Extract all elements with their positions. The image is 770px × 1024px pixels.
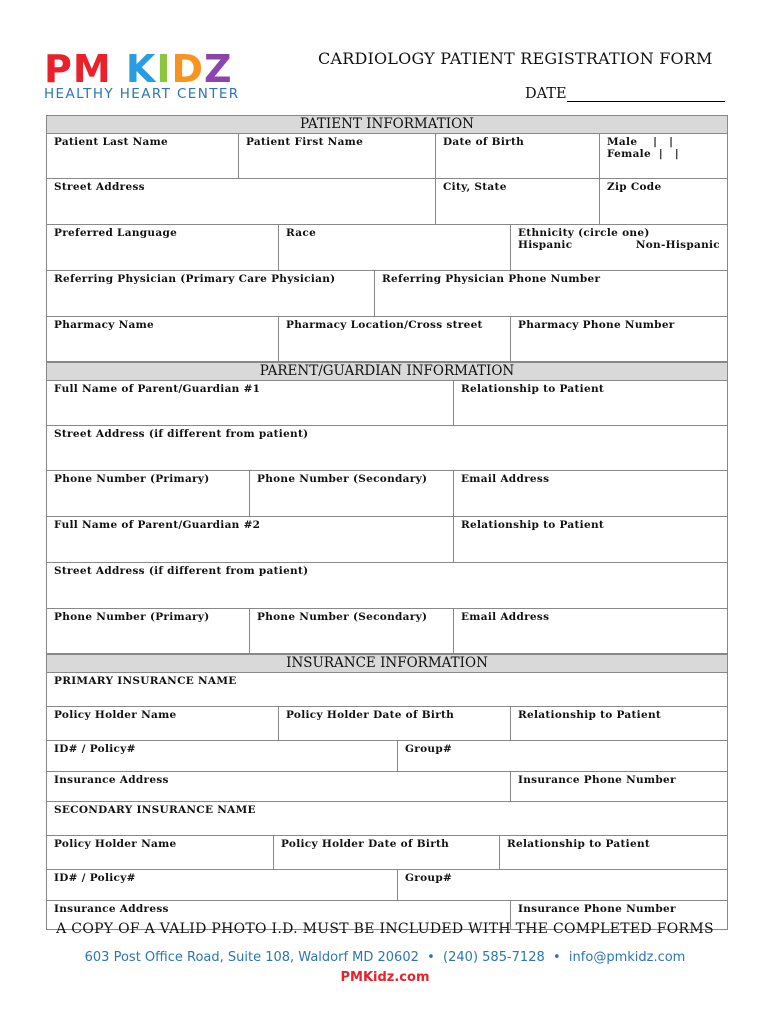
pharmacy-phone-field[interactable]: Pharmacy Phone Number	[518, 319, 675, 331]
date-label: DATE	[525, 86, 567, 102]
secondary-id-policy-field[interactable]: ID# / Policy#	[47, 870, 398, 900]
primary-insurance-phone-field[interactable]: Insurance Phone Number	[518, 774, 676, 786]
guardian1-relationship-field[interactable]: Relationship to Patient	[461, 383, 605, 395]
primary-insurance-address-field[interactable]: Insurance Address	[47, 772, 511, 801]
date-of-birth-field[interactable]: Date of Birth	[436, 134, 600, 178]
gender-field[interactable]	[600, 134, 727, 178]
guardian2-email-field[interactable]: Email Address	[461, 611, 550, 623]
date-field[interactable]	[525, 86, 725, 102]
referring-physician-field[interactable]: Referring Physician (Primary Care Physician)	[47, 271, 375, 316]
section-guardian-information: PARENT/GUARDIAN INFORMATION	[47, 362, 727, 381]
ethnicity-label: Ethnicity (circle one)	[518, 227, 650, 239]
guardian2-relationship-field[interactable]: Relationship to Patient	[461, 519, 605, 531]
patient-first-name-field[interactable]: Patient First Name	[239, 134, 436, 178]
zip-code-field[interactable]: Zip Code	[607, 181, 662, 193]
guardian2-phone-primary-field[interactable]: Phone Number (Primary)	[47, 609, 250, 653]
secondary-relationship-field[interactable]: Relationship to Patient	[507, 838, 651, 850]
ethnicity-field[interactable]	[511, 225, 727, 270]
referring-physician-phone-field[interactable]: Referring Physician Phone Number	[382, 273, 601, 285]
guardian2-phone-secondary-field[interactable]: Phone Number (Secondary)	[250, 609, 454, 653]
primary-group-field[interactable]: Group#	[405, 743, 453, 755]
race-field[interactable]: Race	[279, 225, 511, 270]
section-patient-information: PATIENT INFORMATION	[47, 116, 727, 134]
pharmacy-name-field[interactable]: Pharmacy Name	[47, 317, 279, 361]
secondary-policy-holder-field[interactable]: Policy Holder Name	[47, 836, 274, 869]
photo-id-notice: A COPY OF A VALID PHOTO I.D. MUST BE INCLUDED WITH THE COMPLETED FORMS	[56, 921, 714, 937]
form-title: CARDIOLOGY PATIENT REGISTRATION FORM	[318, 49, 713, 68]
guardian1-phone-primary-field[interactable]: Phone Number (Primary)	[47, 471, 250, 516]
guardian2-name-field[interactable]: Full Name of Parent/Guardian #2	[47, 517, 454, 562]
city-state-field[interactable]: City, State	[436, 179, 600, 224]
patient-last-name-field[interactable]: Patient Last Name	[47, 134, 239, 178]
logo-wordmark: PM KIDZ	[44, 47, 233, 91]
guardian1-email-field[interactable]: Email Address	[461, 473, 550, 485]
secondary-insurance-address-field[interactable]: Insurance Address	[47, 901, 511, 929]
primary-relationship-field[interactable]: Relationship to Patient	[518, 709, 662, 721]
primary-id-policy-field[interactable]: ID# / Policy#	[47, 741, 398, 771]
logo-tagline: HEALTHY HEART CENTER	[44, 86, 240, 102]
secondary-holder-dob-field[interactable]: Policy Holder Date of Birth	[274, 836, 500, 869]
secondary-insurance-phone-field[interactable]: Insurance Phone Number	[518, 903, 676, 915]
registration-form	[46, 115, 728, 930]
section-insurance-information: INSURANCE INFORMATION	[47, 654, 727, 673]
logo	[44, 47, 240, 102]
guardian1-street-field[interactable]: Street Address (if different from patient)	[54, 428, 309, 440]
guardian1-name-field[interactable]: Full Name of Parent/Guardian #1	[47, 381, 454, 425]
primary-holder-dob-field[interactable]: Policy Holder Date of Birth	[279, 707, 511, 740]
non-hispanic-option[interactable]: Non-Hispanic	[635, 239, 720, 251]
guardian2-street-field[interactable]: Street Address (if different from patient)	[54, 565, 309, 577]
female-checkbox-label[interactable]: Female | |	[607, 148, 679, 160]
secondary-insurance-name-field[interactable]: SECONDARY INSURANCE NAME	[54, 804, 256, 816]
guardian1-phone-secondary-field[interactable]: Phone Number (Secondary)	[250, 471, 454, 516]
street-address-field[interactable]: Street Address	[47, 179, 436, 224]
secondary-group-field[interactable]: Group#	[405, 872, 453, 884]
pharmacy-location-field[interactable]: Pharmacy Location/Cross street	[279, 317, 511, 361]
footer-contact: 603 Post Office Road, Suite 108, Waldorf MD 20602 • (240) 585-7128 • info@pmkidz.com	[84, 950, 686, 965]
preferred-language-field[interactable]: Preferred Language	[47, 225, 279, 270]
hispanic-option[interactable]: Hispanic	[518, 239, 573, 251]
date-line[interactable]	[567, 87, 725, 102]
primary-insurance-name-field[interactable]: PRIMARY INSURANCE NAME	[54, 675, 237, 687]
male-checkbox-label[interactable]: Male | |	[607, 136, 674, 148]
primary-policy-holder-field[interactable]: Policy Holder Name	[47, 707, 279, 740]
footer-website-link[interactable]: PMKidz.com	[340, 970, 430, 985]
